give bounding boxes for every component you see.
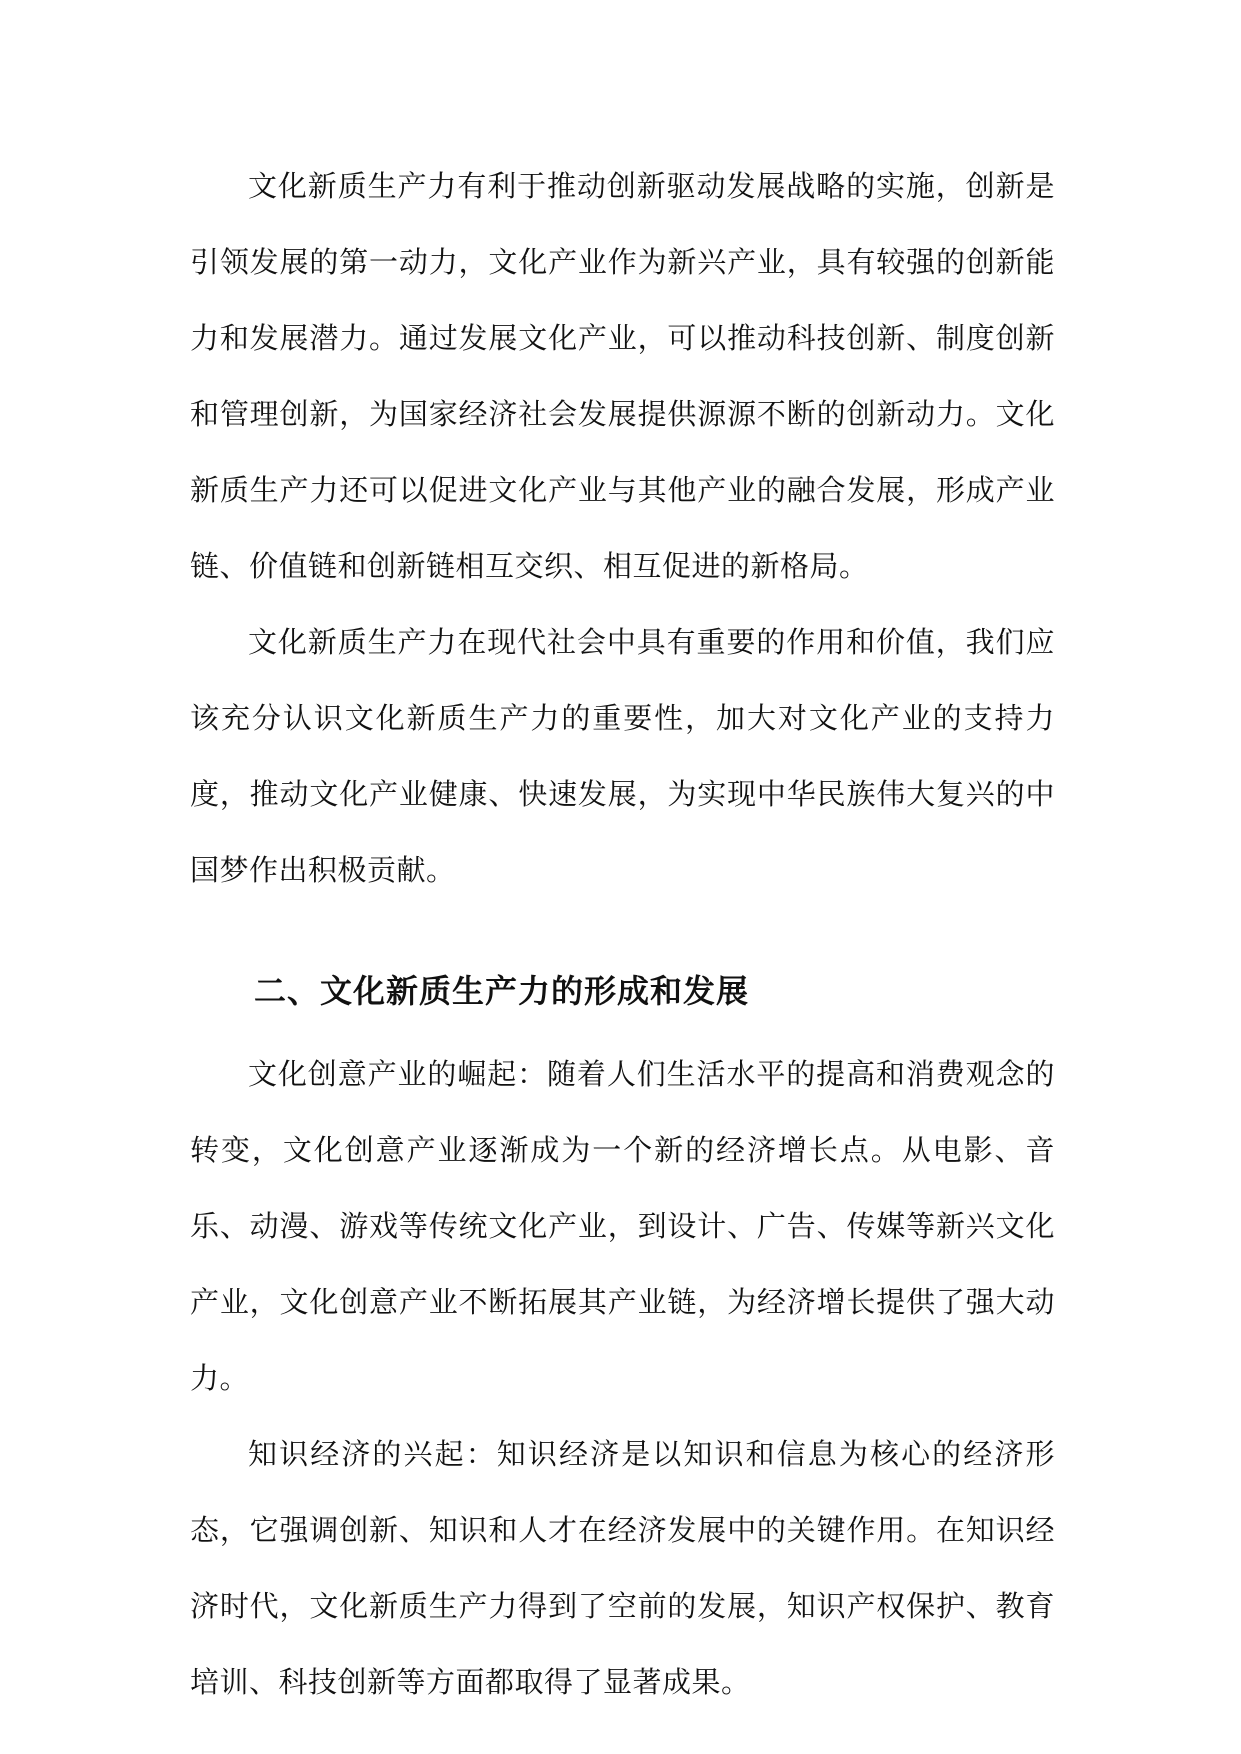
paragraph-knowledge-economy: 知识经济的兴起：知识经济是以知识和信息为核心的经济形态，它强调创新、知识和人才在经济发展中的关键作用。在知识经济时代，文化新质生产力得到了空前的发展，知识产权保护、教育培训、科技创新等方面都取得了显著成果。 xyxy=(190,1437,1055,1699)
paragraph-innovation-drive: 文化新质生产力有利于推动创新驱动发展战略的实施，创新是引领发展的第一动力，文化产业作为新兴产业，具有较强的创新能力和发展潜力。通过发展文化产业，可以推动科技创新、制度创新和管理创新，为国家经济社会发展提供源源不断的创新动力。文化新质生产力还可以促进文化产业与其他产业的融合发展，形成产业链、价值链和创新链相互交织、相互促进的新格局。 xyxy=(190,169,1055,583)
paragraph-importance-value: 文化新质生产力在现代社会中具有重要的作用和价值，我们应该充分认识文化新质生产力的重要性，加大对文化产业的支持力度，推动文化产业健康、快速发展，为实现中华民族伟大复兴的中国梦作出积极贡献。 xyxy=(190,625,1055,887)
document-body xyxy=(190,148,1055,1720)
section-heading: 二、文化新质生产力的形成和发展 xyxy=(254,972,750,1010)
paragraph-creative-industry: 文化创意产业的崛起：随着人们生活水平的提高和消费观念的转变，文化创意产业逐渐成为一个新的经济增长点。从电影、音乐、动漫、游戏等传统文化产业，到设计、广告、传媒等新兴文化产业，文化创意产业不断拓展其产业链，为经济增长提供了强大动力。 xyxy=(190,1057,1055,1395)
